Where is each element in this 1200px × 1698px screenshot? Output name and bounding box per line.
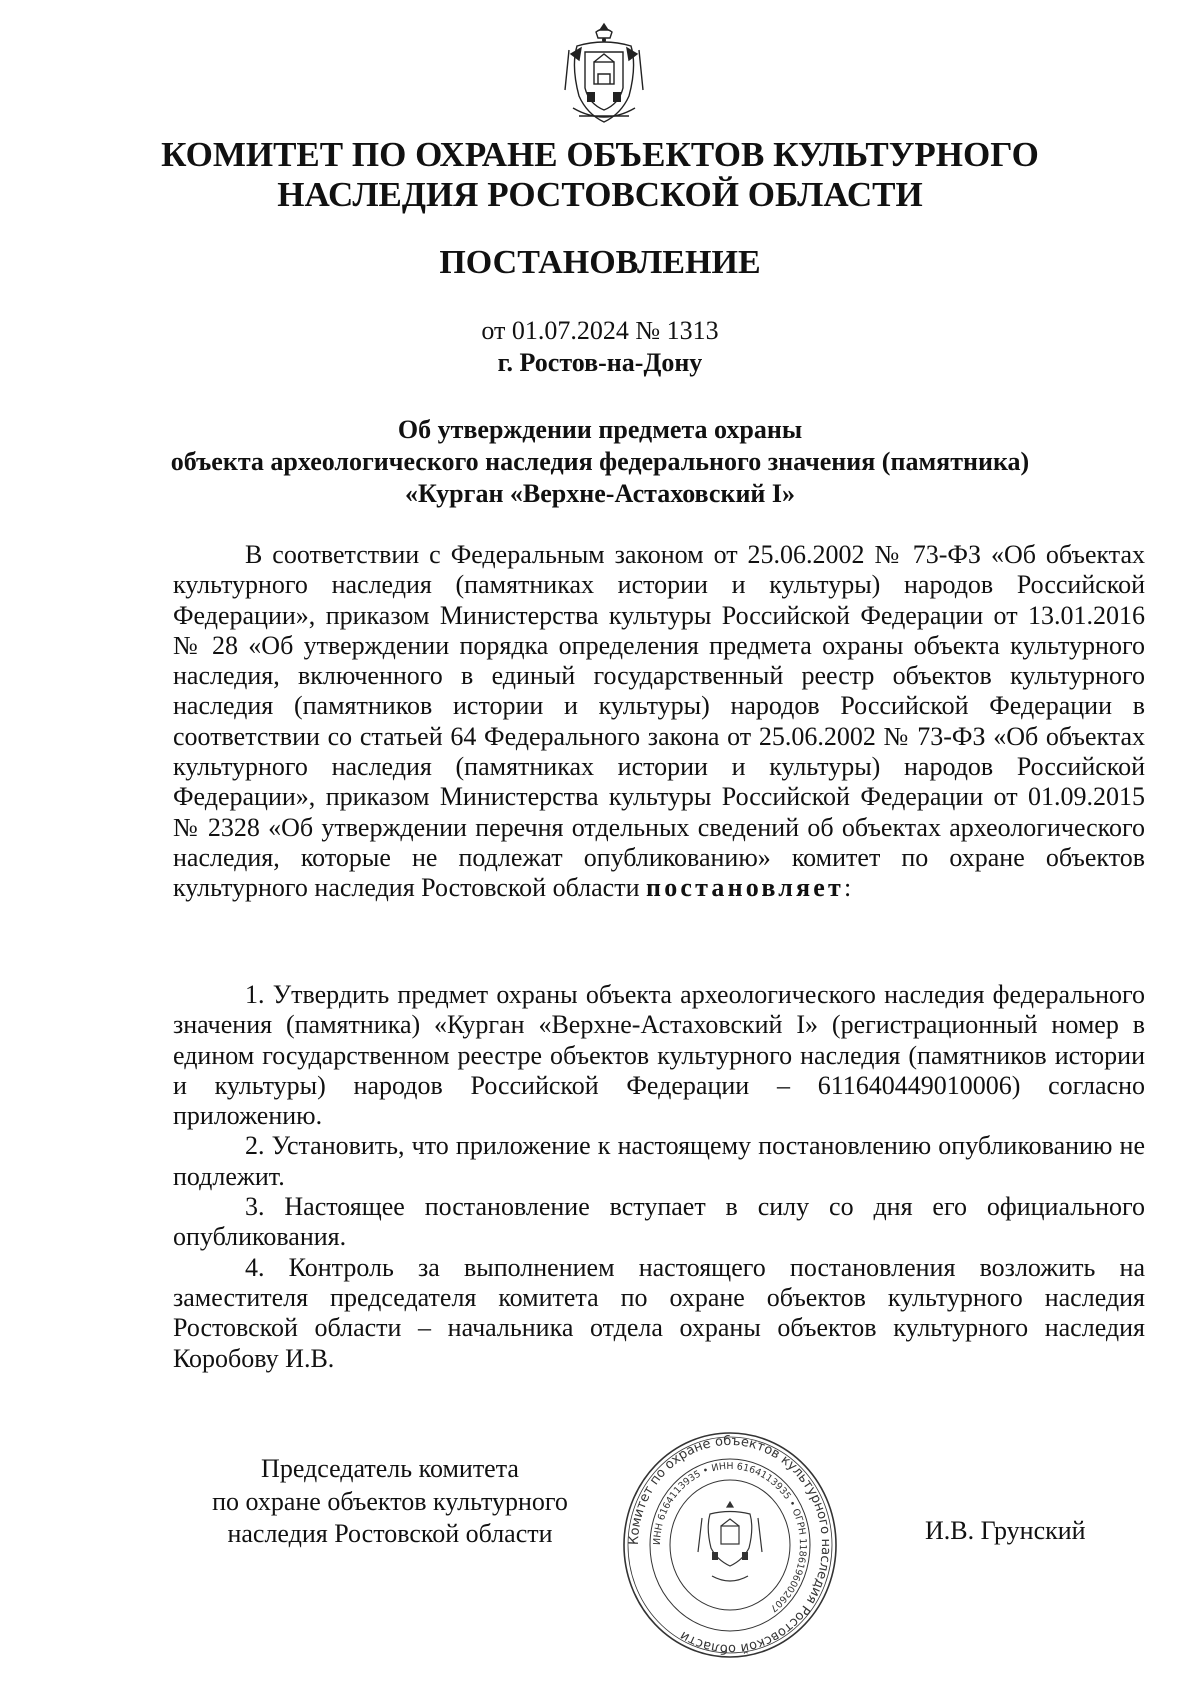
signatory-position xyxy=(170,1453,610,1551)
preamble-text: В соответствии с Федеральным законом от 25.06.2002 № 73-ФЗ «Об объектах культурного наследия (памятниках истории и культуры) народов Российской Федерации», приказом Министерства культуры Российской Федерации от 13.01.2016 № 28 «Об утверждении порядка определения предмета охраны объекта культурного наследия, включенного в единый государственный реестр объектов культурного наследия (памятников истории и культуры) народов Российской Федерации в соответствии со статьей 64 Федерального закона от 25.06.2002 № 73-ФЗ «Об объектах культурного наследия (памятниках истории и культуры) народов Российской Федерации», приказом Министерства культуры Российской Федерации от 01.09.2015 № 2328 «Об утверждении перечня отдельных сведений об объектах археологического наследия, которые не подлежат опубликованию» комитет по охране объектов культурного наследия Ростовской области xyxy=(173,540,1145,903)
preamble-paragraph xyxy=(173,540,1145,904)
signatory-position-line2: по охране объектов культурного xyxy=(212,1486,568,1516)
decree-item: 1. Утвердить предмет охраны объекта археологического наследия федерального значения (памятника) «Курган «Верхне-Астаховский I» (регистрационный номер в едином государственном реестре объектов культурного наследия (памятников истории и культуры) народов Российской Федерации – 611640449010006) согласно приложению. xyxy=(173,980,1145,1131)
document-subject xyxy=(120,414,1080,510)
document-type: ПОСТАНОВЛЕНИЕ xyxy=(439,244,761,281)
organization-title xyxy=(150,135,1050,215)
subject-line2: объекта археологического наследия федерального значения (памятника) xyxy=(170,447,1030,476)
subject-line3: «Курган «Верхне-Астаховский I» xyxy=(404,479,796,508)
decree-word: постановляет xyxy=(646,873,845,903)
decree-item: 4. Контроль за выполнением настоящего постановления возложить на заместителя председателя комитета по охране объектов культурного наследия Ростовской области – начальника отдела охраны объектов культурного наследия Коробову И.В. xyxy=(173,1252,1145,1373)
organization-title-line2: НАСЛЕДИЯ РОСТОВСКОЙ ОБЛАСТИ xyxy=(277,175,923,214)
organization-title-line1: КОМИТЕТ ПО ОХРАНЕ ОБЪЕКТОВ КУЛЬТУРНОГО xyxy=(161,135,1039,174)
signatory-position-line1: Председатель комитета xyxy=(261,1454,519,1483)
decree-colon: : xyxy=(844,873,852,903)
signatory-name: И.В. Грунский xyxy=(925,1516,1086,1545)
coat-of-arms-icon xyxy=(563,20,645,130)
signatory-position-line3: наследия Ростовской области xyxy=(227,1519,553,1548)
decree-items xyxy=(173,980,1145,1374)
official-stamp xyxy=(620,1430,840,1660)
decree-item: 3. Настоящее постановление вступает в силу со дня его официального опубликования. xyxy=(173,1192,1145,1252)
document-date-number: от 01.07.2024 № 1313 xyxy=(481,316,719,345)
seal-outer-text: Комитет по охране объектов культурного наследия Ростовской области xyxy=(626,1433,834,1657)
preamble xyxy=(173,540,1145,904)
decree-item: 2. Установить, что приложение к настоящему постановлению опубликованию не подлежит. xyxy=(173,1131,1145,1191)
document-city: г. Ростов-на-Дону xyxy=(497,348,703,377)
svg-text:ИНН 6164113935 • ИНН 616411393 xyxy=(652,1461,808,1614)
seal-inner-text: ИНН 6164113935 • ИНН 6164113935 • ОГРН 1186196002607 xyxy=(651,1460,809,1614)
subject-line1: Об утверждении предмета охраны xyxy=(397,415,803,444)
